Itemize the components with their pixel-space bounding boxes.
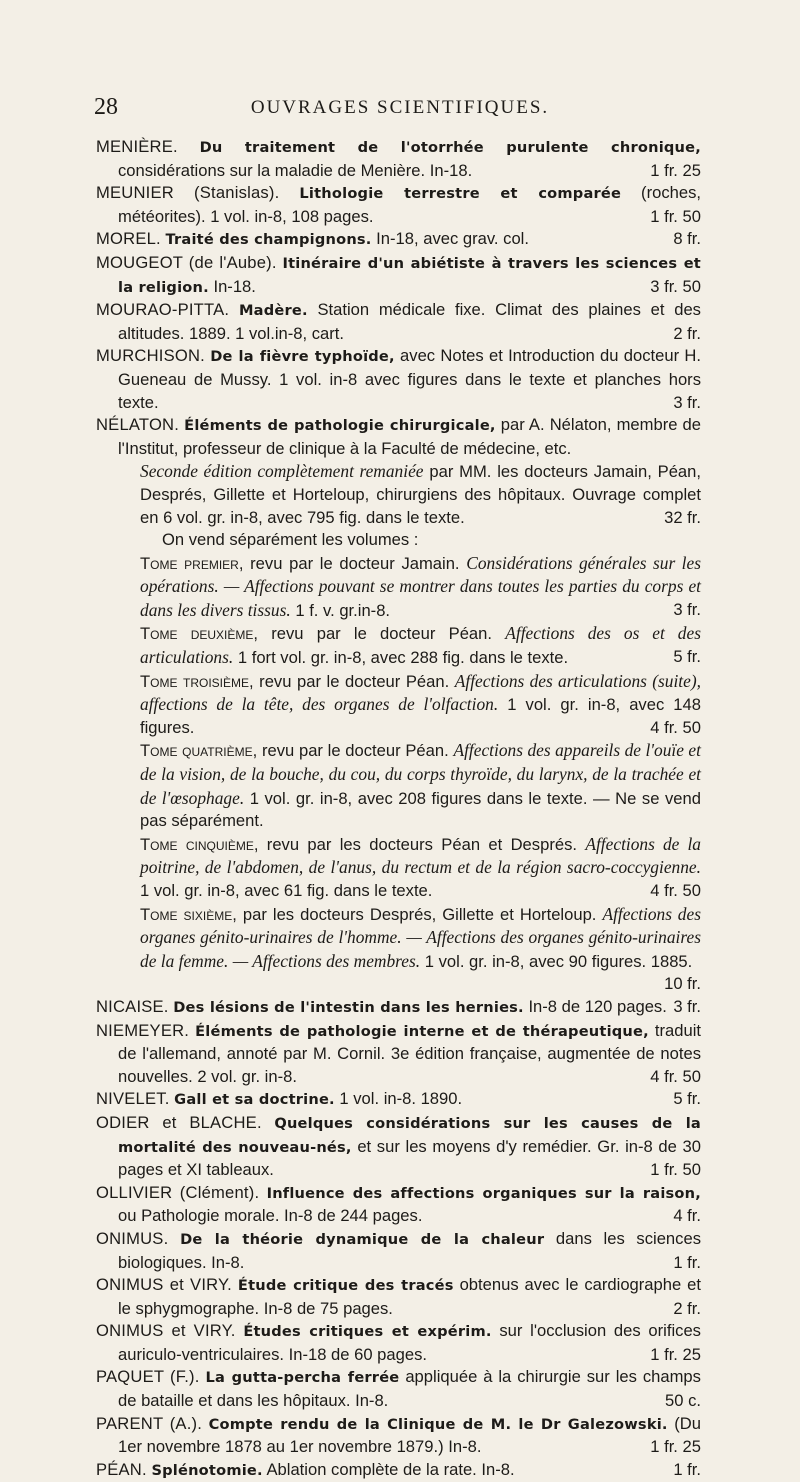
tome-head: Tome sixième, [140, 904, 237, 924]
entry-title: Lithologie terrestre et comparée [299, 185, 622, 203]
catalog-entry [96, 996, 701, 1020]
catalog-entry [96, 1020, 701, 1089]
catalog-entry [96, 345, 701, 414]
entry-author: NIEMEYER. [96, 1020, 190, 1040]
entry-author: PAQUET (F.). [96, 1367, 200, 1387]
entry-title: Traité des champignons. [165, 231, 372, 249]
entry-author: MURCHISON. [96, 346, 205, 366]
catalog-entries [96, 136, 701, 1482]
tome-item [118, 833, 701, 903]
entry-price: 50 c. [665, 1391, 701, 1411]
tome-editor: revu par les docteurs Péan et Després. [266, 834, 577, 854]
tome-subject: Affections de la poitrine, de l'abdomen, de l'anus, du rectum et de la région sacro-coccygienne. [140, 833, 701, 878]
entry-price: 1 fr. [673, 1252, 701, 1272]
tome-editor: par les docteurs Després, Gillette et Horteloup. [242, 904, 597, 924]
catalog-entry [96, 136, 701, 182]
entry-price: 5 fr. [673, 1089, 701, 1109]
tome-item [118, 552, 701, 623]
entry-title: Compte rendu de la Clinique de M. le Dr Galezowski. [208, 1415, 668, 1433]
entry-price: 32 fr. [664, 507, 701, 527]
entry-price: 1 fr. 25 [650, 160, 701, 180]
entry-price: 1 fr. 25 [650, 1344, 701, 1364]
tome-format: 1 vol. gr. in-8, avec 148 figures. [140, 695, 701, 737]
tome-format: 1 fort vol. gr. in-8, avec 288 fig. dans le texte. [237, 648, 569, 668]
entry-price: 1 fr. 50 [650, 1160, 701, 1180]
entry-title: De la fièvre typhoïde, [210, 348, 395, 366]
catalog-entry [96, 299, 701, 345]
entry-price: 3 fr. [673, 392, 701, 412]
catalog-entry [96, 1112, 701, 1182]
tome-price: 5 fr. [673, 647, 701, 667]
entry-author: MOREL. [96, 229, 161, 249]
tome-item [118, 903, 701, 994]
entry-author: MOURAO-PITTA. [96, 300, 230, 320]
edition-detail: par MM. les docteurs Jamain, Péan, Després, Gillette et Horteloup, chirurgiens des hôpitaux. Ouvrage complet en 6 vol. gr. in-8, avec 795 fig. dans le texte. [140, 462, 701, 527]
entry-description: (Du 1er novembre 1878 au 1er novembre 1879.) In-8. [118, 1413, 701, 1457]
tome-editor: revu par le docteur Péan. [259, 671, 450, 691]
entry-description: Ablation complète de la rate. In-8. [266, 1459, 515, 1479]
entry-description: dans les sciences biologiques. In-8. [118, 1228, 701, 1272]
edition-italic: Seconde édition complètement remaniée [140, 461, 424, 482]
entry-description: avec Notes et Introduction du docteur H. Gueneau de Mussy. 1 vol. in-8 avec figures dans le texte et planches hors texte. [118, 346, 701, 412]
running-title: OUVRAGES SCIENTIFIQUES. [250, 97, 550, 118]
tome-format: 1 vol. gr. in-8, avec 61 fig. dans le texte. [140, 881, 433, 900]
entry-price: 8 fr. [673, 229, 701, 249]
entry-description: par A. Nélaton, membre de l'Institut, professeur de clinique à la Faculté de médecine, etc. [118, 415, 701, 458]
entry-title: Du traitement de l'otorrhée purulente chronique, [199, 139, 701, 156]
tome-head: Tome premier, [140, 553, 244, 573]
tome-format: 1 f. v. gr.in-8. [295, 600, 391, 620]
entry-author: MOUGEOT (de l'Aube). [96, 252, 277, 272]
catalog-entry [96, 1182, 701, 1228]
catalog-entry [96, 252, 701, 299]
catalog-entry-nelaton [96, 414, 701, 996]
entry-title: Gall et sa doctrine. [174, 1091, 335, 1109]
entry-title: Études critiques et expérim. [243, 1323, 492, 1341]
tome-subject: Affections des organes génito-urinaires de l'homme. — Affections des organes génito-urinaires de la femme. — Affections des membres. [140, 903, 701, 971]
entry-title: La gutta-percha ferrée [205, 1369, 400, 1387]
entry-author: ONIMUS et VIRY. [96, 1275, 232, 1295]
catalog-entry [96, 1088, 701, 1112]
tome-editor: revu par le docteur Jamain. [250, 553, 460, 573]
entry-description: traduit de l'allemand, annoté par M. Cornil. 3e édition française, augmentée de notes nouvelles. 2 vol. gr. in-8. [118, 1020, 701, 1086]
tome-price: 4 fr. 50 [650, 881, 701, 900]
entry-author: ONIMUS. [96, 1228, 169, 1248]
entry-title: Quelques considérations sur les causes de la mortalité des nouveau-nés, [118, 1114, 701, 1156]
entry-title: Itinéraire d'un abiétiste à travers les sciences et la religion. [118, 254, 701, 296]
entry-title: Étude critique des tracés [237, 1277, 454, 1295]
entry-description: 1 vol. in-8. 1890. [339, 1089, 463, 1109]
tome-price: 4 fr. 50 [650, 717, 701, 737]
catalog-entry [96, 182, 701, 228]
entry-title: Éléments de pathologie chirurgicale, [184, 417, 496, 435]
entry-description: et sur les moyens d'y remédier. Gr. in-8 de 30 pages et XI tableaux. [118, 1136, 701, 1180]
entry-author: NÉLATON. [96, 415, 180, 435]
entry-description: considérations sur la maladie de Menière. In-18. [118, 160, 473, 180]
entry-description: In-18, avec grav. col. [376, 229, 529, 249]
entry-author: PÉAN. [96, 1459, 147, 1479]
tome-item [118, 739, 701, 832]
separate-volumes-note: On vend séparément les volumes : [162, 530, 419, 550]
catalog-entry [96, 228, 701, 252]
tome-format: 1 vol. gr. in-8, avec 208 figures dans le texte. — Ne se vend pas séparément. [140, 788, 701, 831]
entry-description: Station médicale fixe. Climat des plaines et des altitudes. 1889. 1 vol.in-8, cart. [118, 300, 701, 343]
tome-editor: revu par le docteur Péan. [271, 624, 492, 644]
entry-title: Éléments de pathologie interne et de thérapeutique, [195, 1022, 649, 1040]
entry-description: In-8 de 120 pages. [528, 996, 667, 1016]
entry-title: Des lésions de l'intestin dans les hernies. [173, 998, 524, 1016]
entry-description: ou Pathologie morale. In-8 de 244 pages. [118, 1206, 423, 1226]
entry-price: 2 fr. [673, 323, 701, 343]
entry-author: OLLIVIER (Clément). [96, 1182, 260, 1202]
catalog-entry [96, 1459, 701, 1482]
entry-title: Splénotomie. [151, 1461, 263, 1479]
entry-price: 1 fr. 50 [650, 206, 701, 226]
entry-title: Madère. [238, 302, 308, 320]
entry-price: 3 fr. 50 [650, 276, 701, 296]
entry-author: MENIÈRE. [96, 137, 178, 156]
entry-author: ONIMUS et VIRY. [96, 1321, 236, 1341]
catalog-entry [96, 1366, 701, 1412]
catalog-entry [96, 1320, 701, 1366]
entry-description: sur l'occlusion des orifices auriculo-ventriculaires. In-18 de 60 pages. [118, 1321, 701, 1364]
catalog-entry [96, 1274, 701, 1320]
entry-price: 1 fr. 25 [650, 1437, 701, 1457]
entry-description: In-18. [213, 276, 256, 296]
entry-author: MEUNIER (Stanislas). [96, 183, 280, 203]
tome-subject: Affections des appareils de l'ouïe et de la vision, de la bouche, du cou, du corps thyroïde, du larynx, de la trachée et de l'œsophage. [140, 740, 701, 808]
tome-price: 3 fr. [673, 599, 701, 619]
tome-subject: Affections des articulations (suite), affections de la tête, des organes de l'olfaction. [140, 670, 701, 715]
tome-subject: Affections des os et des articulations. [140, 623, 701, 668]
entry-title: De la théorie dynamique de la chaleur [180, 1230, 545, 1248]
entry-description: (roches, météorites). 1 vol. in-8, 108 pages. [118, 183, 701, 226]
tome-head: Tome quatrième, [140, 741, 258, 761]
entry-title: Influence des affections organiques sur la raison, [266, 1184, 701, 1202]
tome-price: 10 fr. [664, 974, 701, 994]
entry-description: obtenus avec le cardiographe et le sphygmographe. In-8 de 75 pages. [118, 1275, 701, 1318]
tome-head: Tome deuxième, [140, 624, 258, 644]
entry-price: 2 fr. [673, 1298, 701, 1318]
tome-head: Tome troisième, [140, 671, 254, 691]
tome-head: Tome cinquième, [140, 834, 259, 854]
catalog-entry [96, 1228, 701, 1274]
entry-author: PARENT (A.). [96, 1413, 203, 1433]
tome-item [118, 622, 701, 669]
catalog-entry [96, 1413, 701, 1459]
entry-price: 3 fr. [673, 996, 701, 1016]
entry-author: ODIER et BLACHE. [96, 1112, 262, 1132]
entry-price: 1 fr. [673, 1459, 701, 1479]
tome-editor: revu par le docteur Péan. [261, 741, 449, 761]
edition-note [118, 460, 701, 529]
tome-item [118, 670, 701, 740]
entry-price: 4 fr. 50 [650, 1066, 701, 1086]
tome-subject: Considérations générales sur les opérations. — Affections pouvant se montrer dans toutes les parties du corps et dans les divers tissus. [140, 552, 701, 620]
entry-author: NIVELET. [96, 1089, 170, 1109]
page-number: 28 [94, 94, 118, 120]
entry-price: 4 fr. [673, 1206, 701, 1226]
tome-format: 1 vol. gr. in-8, avec 90 figures. 1885. [424, 951, 693, 971]
entry-description: appliquée à la chirurgie sur les champs de bataille et dans les hôpitaux. In-8. [118, 1367, 701, 1411]
entry-author: NICAISE. [96, 996, 169, 1016]
